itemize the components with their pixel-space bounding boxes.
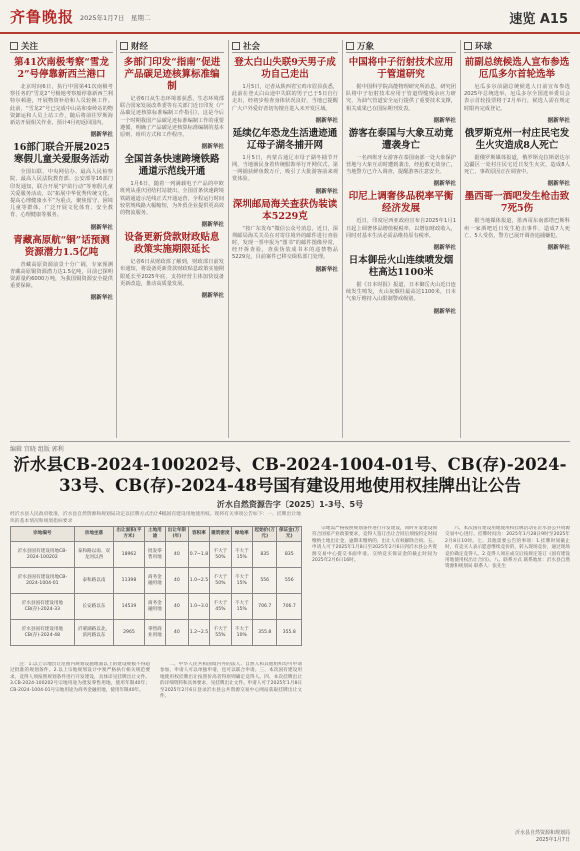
news-headline[interactable]: 日本御岳火山连续喷发烟柱高达1100米	[348, 255, 454, 279]
table-cell: 沂蒙湖路以北、滨河路以东	[74, 620, 114, 646]
news-body: “按广东发布”微信公众号消息，近日，深圳邮局海关关员在对寄往境外的邮件进行查验时，发现一票申报为“图书”的邮件图像异常，经开拆查验，查获伪装成书本的违禁物品5229克，目前案件已移交缉私部门处理。	[232, 225, 338, 261]
column-wanxiang	[346, 40, 456, 440]
table-header-cell: 宗地编号	[11, 527, 75, 542]
section-header	[120, 40, 224, 53]
news-source: 据新华社	[315, 188, 338, 195]
news-source: 据新华社	[201, 222, 224, 229]
news-source: 据新华社	[90, 224, 113, 231]
section-title: 万象	[357, 42, 375, 52]
notice-subtitle: 沂水自然资源告字〔2025〕1-3号、5号	[216, 500, 364, 509]
news-headline[interactable]: 深圳邮局海关查获伪装读本5229克	[232, 198, 338, 222]
news-headline[interactable]: 印尼上调奢侈品税率平衡经济发展	[348, 191, 454, 215]
news-body: 1月5日，记者从陕西省宝鸡市眉县获悉，此前在登太白山途中失联的男子已于5日自行走出，经初步检查身体状况良好，当地已提醒广大户外爱好者切勿擅自进入未开发区域。	[232, 84, 338, 112]
news-body: 记者6日从财政部了解到，财政部日前发布通知，将设备更新贷款财政贴息政策实施期限延长至2025年底，支持经营主体加快设备更新改造，推动高质量发展。	[120, 259, 224, 287]
news-headline[interactable]: 全国首条快速跨境铁路通道示范线开通	[124, 154, 220, 178]
parcel-table	[10, 526, 302, 646]
news-source: 据新华社	[547, 181, 570, 188]
news-source: 据新华社	[201, 144, 224, 151]
table-cell: 不大于50%	[210, 568, 231, 594]
section-marker-icon	[346, 42, 354, 50]
news-source: 据新华社	[90, 132, 113, 139]
table-cell: 1.2~2.5	[188, 620, 209, 646]
column-divider	[116, 40, 117, 438]
news-headline[interactable]: 多部门印发“指南”促进产品碳足迹核算标准编制	[123, 57, 221, 92]
table-cell: 不大于45%	[210, 594, 231, 620]
table-cell: 18962	[114, 542, 145, 568]
table-cell: 14539	[114, 594, 145, 620]
table-cell: 1.0~2.5	[188, 568, 209, 594]
table-cell: 11398	[114, 568, 145, 594]
table-row	[11, 620, 302, 646]
table-header-cell: 出让年限(年)	[166, 527, 189, 542]
section-header	[232, 40, 338, 53]
notice-notes	[10, 662, 150, 842]
column-divider	[342, 40, 343, 438]
news-headline[interactable]: 登太白山失联9天男子成功自己走出	[234, 57, 336, 80]
table-header-cell: 保证金(万元)	[277, 527, 302, 542]
news-headline[interactable]: 墨西哥一酒吧发生枪击致7死5伤	[464, 191, 570, 215]
table-cell: 商务金融用地	[144, 568, 165, 594]
column-caijing	[120, 40, 224, 440]
table-cell: 不大于55%	[210, 620, 231, 646]
notice-issuer: 沂水县自然资源和规划局 2025年1月7日	[514, 830, 570, 843]
table-cell: 批发零售用地	[144, 542, 165, 568]
notes-text: 注：1.以上宗地出让范围内规划设施地面以上的建设规模不得超过批准的规划条件。2.以上宗地规划设计中须严格执行相关规范要求，竞得人须按照规划条件进行开发建设，具体详见挂牌出让文件。3.CB-2024-100202号宗地用途为批发零售用地，使用年限40年；CB-2024-1004-01号宗地用途为商务金融用地，使用年限40年。	[10, 662, 150, 693]
table-cell: 706.7	[277, 594, 302, 620]
table-cell: 40	[166, 542, 189, 568]
editor-credits: 编辑 宫晓 组版 郭利	[10, 441, 570, 453]
section-header	[10, 40, 113, 53]
masthead: 齐鲁晚报	[10, 8, 75, 26]
notice-schedule	[445, 526, 570, 826]
section-title: 财经	[131, 42, 149, 52]
parcel-table-header	[11, 527, 302, 542]
table-cell: 706.7	[252, 594, 276, 620]
table-cell: 泰和路以南、双龙河以西	[74, 542, 114, 568]
news-body: 据《日本时报》报道，日本御岳火山近日连续发生喷发，火山灰烟柱最高达1100米，日本气象厅维持入山限制警戒级别。	[346, 282, 456, 303]
section-title: 关注	[21, 42, 39, 52]
table-header-cell: 建筑密度	[210, 527, 231, 542]
table-row	[11, 568, 302, 594]
table-cell: 不大于50%	[210, 542, 231, 568]
table-header-cell: 出让面积(平方米)	[114, 527, 145, 542]
table-header-cell: 起始价(万元)	[252, 527, 276, 542]
column-guanzhu	[10, 40, 113, 440]
news-body: 据当地媒体报道，墨西哥东南部塔巴斯科州一家酒吧近日发生枪击事件，造成7人死亡、5人受伤，警方已展开调查追捕嫌犯。	[464, 218, 570, 239]
table-cell: 0.7~1.8	[188, 542, 209, 568]
news-source: 据新华社	[433, 117, 456, 124]
news-source: 据新华社	[433, 245, 456, 252]
column-divider	[228, 40, 229, 438]
column-divider	[460, 40, 461, 438]
news-body: 北京时间6日，执行中国第41次南极考察任务的“雪龙2”号极地考察船停靠新西兰利特尔顿港，开展物资补给和人员轮换工作。此前，“雪龙2”号已完成中山站和秦岭站的物资卸运和人员上站工作，随后将前往罗斯海新站开展相关作业，预计4月初返回国内。	[10, 84, 113, 127]
table-cell: 沂水县国有建设用地CB-2024-1004-01	[11, 568, 75, 594]
news-headline[interactable]: 设备更新贷款财政贴息政策实施期限延长	[124, 232, 220, 256]
table-cell: 40	[166, 594, 189, 620]
news-body: 近日，印度尼西亚政府宣布自2025年1月1日起上调奢侈品增值税税率，以增加财政收入，同时对基本生活必需品维持原有税率。	[346, 218, 456, 239]
news-source: 据新华社	[433, 181, 456, 188]
news-body: 全国妇联、中央网信办、最高人民检察院、最高人民法院教育部、公安部等16部门印发通知，联合开展“护苗行动”等寒假儿童关爱服务活动，以“拓展中华优秀传统文化、提高心理健康水平”为重点，聚焦留守、困境儿童等群体，广泛开展文化体育、安全教育、心理健康等服务。	[10, 169, 113, 219]
news-body: 记者6日从生态环境部获悉，生态环境部联合国家发展改革委等有关部门近日印发《产品碳足迹核算标准编制工作指引》，这是今后一个时期我国产品碳足迹标准编制工作的重要遵循，明确了产品碳足迹核算标准编制的基本原则、组织方式和工作程序。	[120, 96, 224, 139]
column-huanqiu	[464, 40, 570, 440]
news-body: 厄瓜多尔前副总统候选人日前宣布参选2025年总统选举，厄瓜多尔全国选举委员会表示首轮投票将于2月举行，候选人需在规定时限内完成登记。	[464, 84, 570, 112]
table-cell: 零售商业用地	[144, 620, 165, 646]
news-body: 1月5日，内蒙古通辽市母子湖冬捕节开网，当地渔民身着传统服饰举行开网仪式，第一网捕获鲜鱼数万斤，吸引了大批游客前来观赏体验。	[232, 154, 338, 183]
section-title: 环球	[475, 42, 493, 52]
table-row	[11, 542, 302, 568]
terms-text: 二、中华人民共和国境内外的法人、自然人和其他组织均可申请参加，申请人可以单独申请，也可以联合申请。三、本次国有建设用地使用权挂牌出让按照价高者得原则确定竞得人。四、本次挂牌出让的详细资料和具体要求，见挂牌出让文件。申请人可于2025年1月8日至2025年2月6日登录沂水县公共资源交易中心网站获取挂牌出让文件。	[160, 662, 302, 700]
news-headline[interactable]: 青藏高原航“铜”话预测资源潜力1.5亿吨	[13, 234, 110, 258]
table-cell: 商务金融用地	[144, 594, 165, 620]
news-headline[interactable]: 第41次南极考察“雪龙2”号停靠新西兰港口	[14, 57, 109, 80]
table-cell: 556	[252, 568, 276, 594]
table-header-cell: 绿地率	[231, 527, 252, 542]
notice-intro: 经沂水县人民政府批准，沂水县自然资源和规划局决定以挂牌方式出让4幅国有建设用地使用权。现将有关事项公告如下：一、挂牌出让地块的基本情况和规划指标要求	[10, 512, 301, 524]
column-shehui	[232, 40, 338, 440]
news-source: 据新华社	[315, 117, 338, 124]
table-cell: 不大于15%	[231, 542, 252, 568]
table-cell: 沂水县国有建设用地CB(存)-2024-48	[11, 620, 75, 646]
news-headline[interactable]: 延续亿年恐龙生活遗迹通辽母子湖冬捕开网	[232, 127, 338, 151]
news-body: 1月6日，随着一列满载电子产品的中欧班列从重庆团结村站驶出，全国首条快速跨境铁路通道示范线正式开通运营，全程运行时间较常规线路大幅缩短，为外贸企业提供更高效的物流服务。	[120, 181, 224, 217]
table-header-cell: 土地用途	[144, 527, 165, 542]
table-cell: 40	[166, 568, 189, 594]
page-label: 速览 A15	[509, 12, 568, 27]
table-cell: 2965	[114, 620, 145, 646]
news-headline[interactable]: 游客在泰国与大象互动竟遭袭身亡	[348, 127, 454, 151]
table-cell: 长安路以东	[74, 594, 114, 620]
news-source: 据新华社	[315, 266, 338, 273]
table-header-cell: 容积率	[188, 527, 209, 542]
dateline: 2025年1月7日 星期二	[80, 14, 151, 22]
notice-title: 沂水县CB-2024-100202号、CB-2024-1004-01号、CB(存)-2024-33号、CB(存)-2024-48号国有建设用地使用权挂牌出让公告	[13, 455, 567, 495]
news-headline[interactable]: 中国将中子衍射技术应用于管道研究	[348, 57, 454, 80]
news-headline[interactable]: 16部门联合开展2025寒假儿童关爱服务活动	[13, 142, 110, 166]
table-cell: 1.0~3.0	[188, 594, 209, 620]
table-cell: 355.8	[277, 620, 302, 646]
news-source: 据新华社	[547, 117, 570, 124]
section-title: 社会	[243, 42, 261, 52]
schedule-text: 六、本次国有建设用地使用权挂牌活动在沂水县公共资源交易中心进行。挂牌时间为：2025年1月28日9时至2025年2月8日10时。七、其他需要公告的事项：1.挂牌时间截止时，有竞买人表示愿意继续竞价的，转入现场竞价，通过现场竞价确定竞得人。2.竞得人须在成交后按规定签订《国有建设用地使用权出让合同》。八、联系方式 联系地址：沂水县自然资源和规划局 联系人：张先生	[445, 526, 570, 570]
table-cell: 835	[252, 542, 276, 568]
section-marker-icon	[120, 42, 128, 50]
table-cell: 沂水县国有建设用地CB-2024-100202	[11, 542, 75, 568]
table-row	[11, 594, 302, 620]
news-headline[interactable]: 前副总统候选人宣布参选厄瓜多尔首轮选举	[464, 57, 570, 80]
notice-terms	[160, 662, 302, 842]
news-body: 一名西班牙女游客在泰国南部一处大象保护营地与大象互动时遭到袭击，经抢救无效身亡，当地警方已介入调查，提醒游客注意安全。	[346, 154, 456, 176]
table-cell: 沂水县国有建设用地CB(存)-2024-33	[11, 594, 75, 620]
section-header	[346, 40, 456, 53]
table-cell: 40	[166, 620, 189, 646]
section-marker-icon	[10, 42, 18, 50]
table-cell: 556	[277, 568, 302, 594]
news-source: 据新华社	[90, 295, 113, 302]
news-body: 据中国科学院高能物理研究所消息，研究团队将中子衍射技术应用于管道焊缝残余应力研究，为油气管道安全运行提供了重要技术支撑，相关成果已在国际期刊发表。	[346, 84, 456, 112]
news-source: 据新华社	[433, 308, 456, 315]
news-source: 据新华社	[547, 245, 570, 252]
notice-procedure	[312, 526, 437, 826]
table-cell: 835	[277, 542, 302, 568]
table-cell: 355.8	[252, 620, 276, 646]
procedure-text: 宗地需严格按照规划条件进行开发建设，同时开发建设须符合国家产业政策要求，竞得人签订出让合同后须按约定时间缴纳土地出让金，逾期未缴纳的，出让人有权解除合同。五、申请人可于2025年1月8日至2025年2月6日到沂水县公共资源交易中心提交书面申请。交纳竞买保证金的截止时间为2025年2月6日16时。	[312, 526, 437, 564]
news-body: 据俄罗斯媒体报道，俄罗斯克拉斯诺达尔边疆区一处村庄民宅近日发生火灾，造成8人死亡，事故原因正在调查中。	[464, 154, 570, 176]
news-headline[interactable]: 俄罗斯克州一村庄民宅发生火灾造成8人死亡	[464, 127, 570, 151]
table-cell: 不大于15%	[231, 594, 252, 620]
table-cell: 泰和路以南	[74, 568, 114, 594]
section-marker-icon	[464, 42, 472, 50]
news-body: 青藏高原资源前景十分广阔，专家预测青藏高原铜资源潜力达1.5亿吨，目前已探明资源量约6000万吨，为我国铜资源安全提供重要保障。	[10, 261, 113, 290]
table-cell: 不大于15%	[231, 568, 252, 594]
news-source: 据新华社	[201, 293, 224, 300]
section-marker-icon	[232, 42, 240, 50]
table-header-cell: 宗地坐落	[74, 527, 114, 542]
section-header	[464, 40, 570, 53]
table-cell: 不大于10%	[231, 620, 252, 646]
